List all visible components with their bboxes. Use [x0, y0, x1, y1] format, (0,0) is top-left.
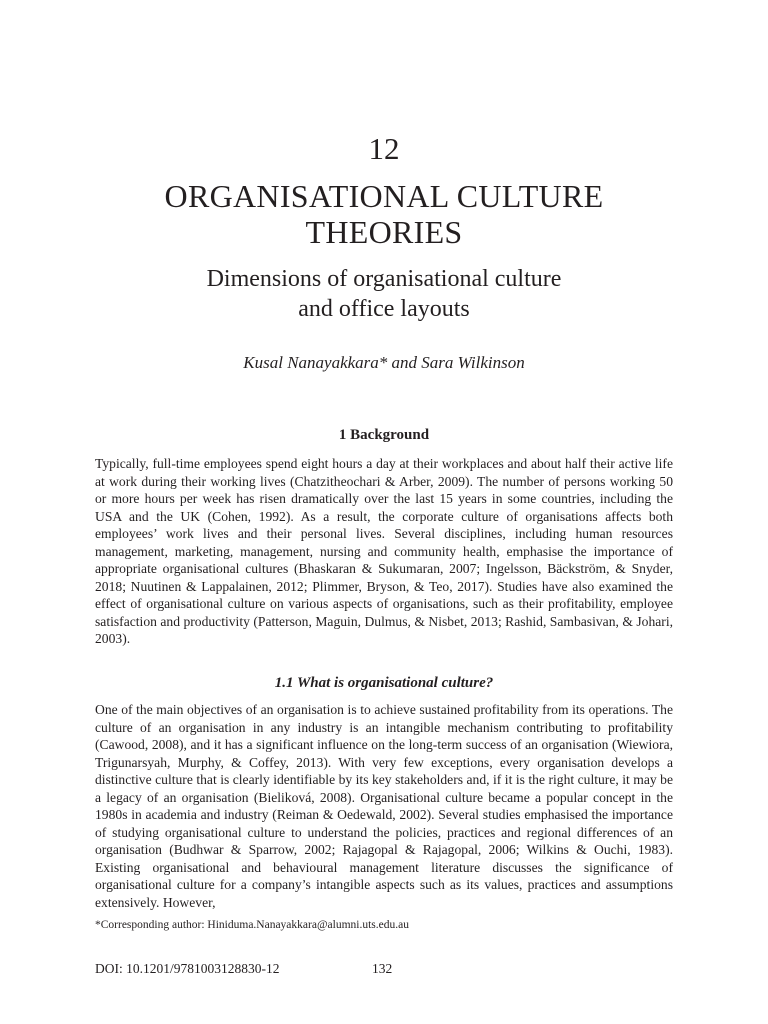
section-paragraph: Typically, full-time employees spend eight hours a day at their workplaces and about half their active life at work during their working lives (Chatzitheochari & Arber, 2009). The number of persons working 50 or more hours per week has risen dramatically over the last 15 years in some countries, including the USA and the UK (Cohen, 1992). As a result, the corporate culture of organisations affects both employees’ work lives and their personal lives. Several disciplines, including human resources management, marketing, management, nursing and community health, emphasise the importance of appropriate organisational cultures (Bhaskaran & Sukumaran, 2007; Ingelsson, Bäckström, & Snyder, 2018; Nuutinen & Lappalainen, 2012; Plimmer, Bryson, & Teo, 2017). Studies have also examined the effect of organisational culture on various aspects of organisations, such as their profitability, employee satisfaction and productivity (Patterson, Maguin, Dulmus, & Nisbet, 2013; Rashid, Sambasivan, & Johari, 2003).	[95, 456, 673, 646]
subsection-heading: 1.1 What is organisational culture?	[274, 675, 494, 691]
page-number: 132	[372, 961, 393, 976]
chapter-subtitle-line: and office layouts	[298, 296, 470, 322]
chapter-title-line: ORGANISATIONAL CULTURE	[164, 178, 604, 214]
chapter-subtitle-line: Dimensions of organisational culture	[206, 266, 562, 292]
chapter-number: 12	[368, 131, 400, 166]
section-heading: 1 Background	[338, 427, 430, 443]
corresponding-author-footnote: *Corresponding author: Hiniduma.Nanayakkara@alumni.uts.edu.au	[95, 919, 409, 931]
chapter-subtitle	[0, 264, 768, 324]
subsection-paragraph: One of the main objectives of an organisation is to achieve sustained profitability from its operations. The culture of an organisation in any industry is an intangible mechanism contributing to profitability (Cawood, 2008), and it has a significant influence on the long-term success of an organisation (Wiewiora, Trigunarsyah, Murphy, & Coffey, 2013). With very few exceptions, every organisation develops a distinctive culture that is clearly identifiable by its key stakeholders and, if it is the right culture, it may be a legacy of an organisation (Bieliková, 2008). Organisational culture became a popular concept in the 1980s in academia and industry (Reiman & Oedewald, 2002). Several studies emphasised the importance of studying organisational culture to understand the policies, practices and regional differences of an organisation (Budhwar & Sparrow, 2002; Rajagopal & Rajagopal, 2006; Wilkins & Ouchi, 1983). Existing organisational and behavioural management literature discusses the significance of organisational culture for a company’s intangible aspects such as its values, practices and assumptions extensively. However,	[95, 702, 673, 910]
doi-footer: DOI: 10.1201/9781003128830-12	[95, 961, 280, 976]
authors: Kusal Nanayakkara* and Sara Wilkinson	[243, 353, 525, 372]
chapter-title	[0, 178, 768, 250]
chapter-title-line: THEORIES	[305, 214, 463, 250]
